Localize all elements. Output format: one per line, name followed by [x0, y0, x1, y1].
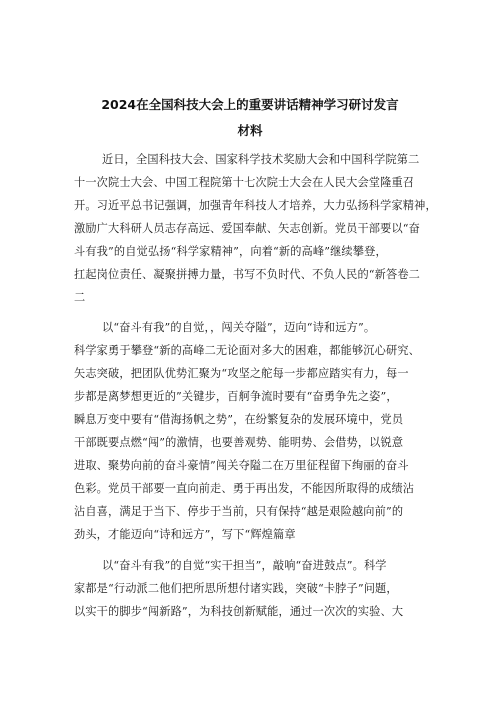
body-line: 干部既要点燃“闯”的激情，也要善观势、能明势、会借势，以锐意: [74, 436, 404, 449]
body-line: 色彩。党员干部要一直向前走、勇于再出发，不能因所取得的成绩沾: [74, 482, 415, 495]
section-heading: 以“奋斗有我”的自觉“实干担当”，敲响“奋进鼓点”。科学: [102, 559, 387, 572]
body-line: 十一次院士大会、中国工程院第十七次院士大会在人民大会堂隆重召: [74, 176, 415, 189]
body-line: 劲头，才能迈向“诗和远方”，写下“辉煌篇章: [74, 528, 296, 541]
body-line: 家都是“行动派二他们把所思所想付诸实践，突破“卡脖子”问题，: [74, 582, 398, 595]
body-line: 近日，全国科技大会、国家科学技术奖励大会和中国科学院第二: [102, 153, 420, 166]
body-line: 以实干的脚步“闯新路”，为科技创新赋能，通过一次次的实验、大: [74, 605, 404, 618]
body-line: 激励广大科研人员志存高远、爱国奉献、矢志创新。党员干部要以“奋: [74, 222, 420, 235]
body-line: 科学家勇于攀登“新的高峰二无论面对多大的困难，都能够沉心研究、: [74, 344, 420, 357]
body-line: 矢志突破，把团队优势汇聚为“攻坚之舵每一步都应踏实有力，每一: [74, 367, 409, 380]
body-line: 步都是离梦想更近的”关键步，百舸争流时要有“奋勇争先之姿”，: [74, 390, 398, 403]
body-line: 开。习近平总书记强调，加强青年科技人才培养，大力弘扬科学家精神，: [74, 199, 437, 212]
body-line: 扛起岗位责任、凝聚拼搏力量，书写不负时代、不负人民的“新答卷二: [74, 268, 420, 281]
document-title: 2024在全国科技大会上的重要讲话精神学习研讨发言: [101, 97, 399, 112]
document-title-continuation: 材料: [237, 123, 263, 138]
body-line: 二: [74, 291, 86, 304]
body-line: 瞬息万变中要有“借海扬帆之势”，在纷繁复杂的发展环境中，党员: [74, 413, 404, 426]
body-line: 进取、聚势向前的奋斗豪情”闯关夺隘二在万里征程留下绚丽的奋斗: [74, 459, 409, 472]
section-heading: 以“奋斗有我”的自觉，，闯关夺隘”，迈向“诗和远方”。: [102, 321, 376, 334]
body-line: 沾自喜，满足于当下、停步于当前，只有保持“越是艰险越向前”的: [74, 505, 404, 518]
body-line: 斗有我”的自觉弘扬“科学家精神”，向着“新的高峰”继续攀登，: [74, 245, 387, 258]
